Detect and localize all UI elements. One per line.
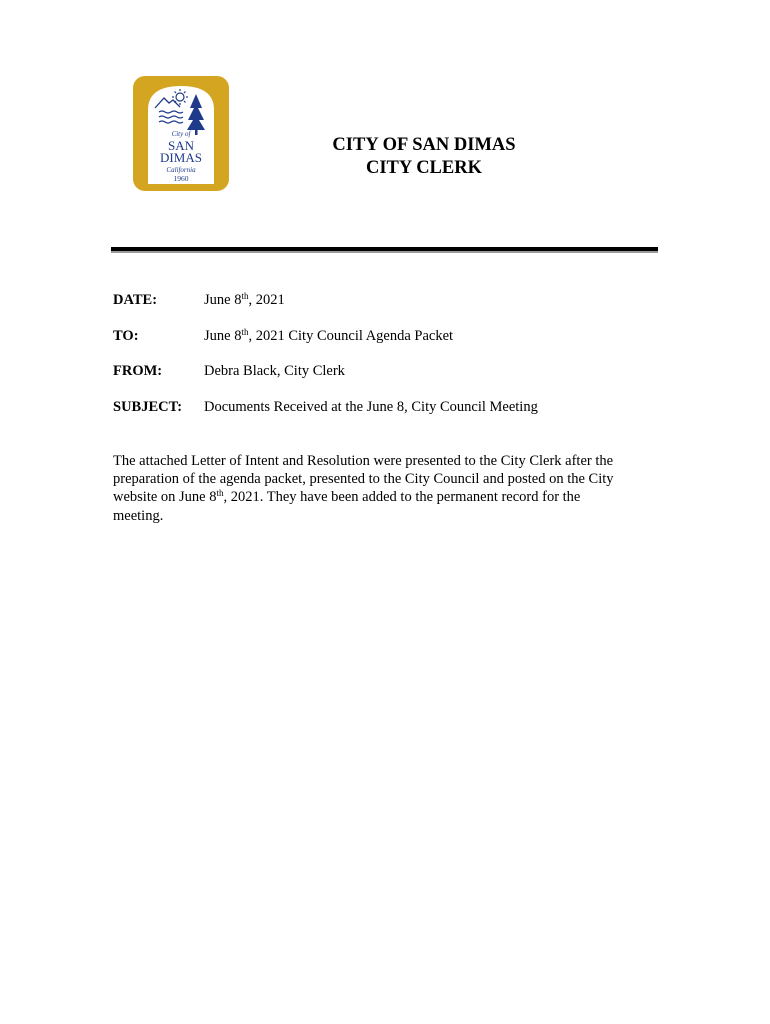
memo-body-paragraph: [113, 452, 653, 525]
city-seal-icon: [133, 76, 229, 191]
seal-state-script: California: [166, 166, 196, 174]
memo-subject-label: SUBJECT:: [113, 399, 183, 415]
memo-from-label: FROM:: [113, 363, 163, 379]
seal-city-script: City of: [171, 130, 191, 138]
seal-name-line1: SAN: [167, 138, 195, 153]
body-line-2: preparation of the agenda packet, presented to the City Council and posted on the City: [113, 471, 614, 487]
body-line-3: website on June 8th, 2021. They have been added to the permanent record for the: [113, 488, 581, 505]
memo-date-label: DATE:: [113, 292, 158, 308]
memo-to-label: TO:: [113, 328, 139, 344]
body-line-1: The attached Letter of Intent and Resolution were presented to the City Clerk after the: [113, 453, 614, 469]
title-line2: CITY CLERK: [366, 158, 482, 178]
seal-name-line2: DIMAS: [160, 150, 202, 165]
memo-subject-value: Documents Received at the June 8, City Council Meeting: [204, 399, 538, 415]
title-line1: CITY OF SAN DIMAS: [332, 135, 516, 155]
memo-date-value: June 8th, 2021: [204, 291, 285, 308]
seal-year: 1960: [173, 174, 189, 183]
letterhead-title: [300, 134, 548, 180]
city-seal-logo: [133, 76, 229, 191]
memo-from-value: Debra Black, City Clerk: [204, 363, 345, 379]
body-line-4: meeting.: [113, 508, 164, 524]
memo-to-value: June 8th, 2021 City Council Agenda Packet: [204, 327, 454, 344]
header-divider-shadow: [111, 251, 658, 253]
